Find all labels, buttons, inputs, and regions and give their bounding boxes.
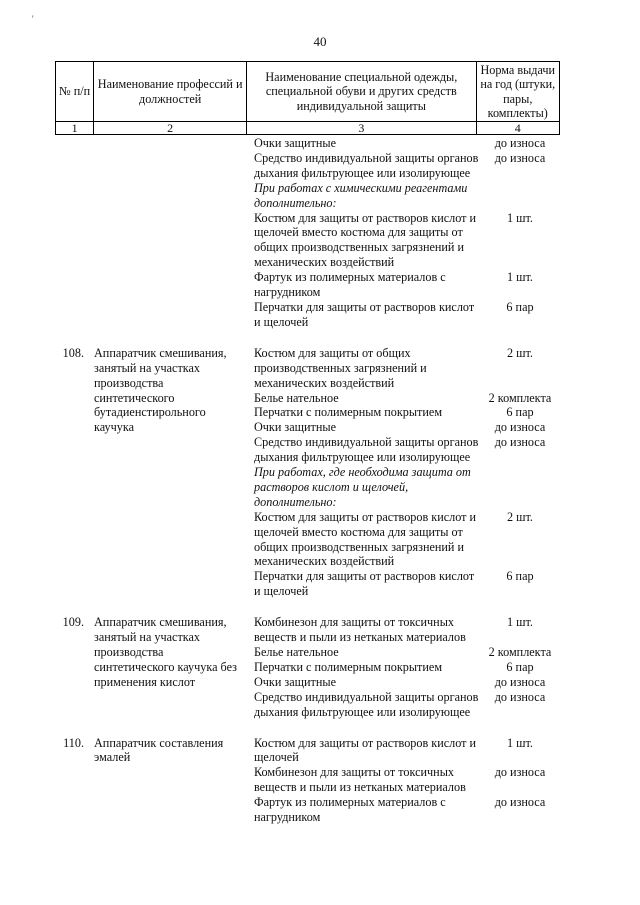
list-item: Средство индивидуальной защиты органов дыхания фильтрующее или изолирующее до износа <box>254 150 546 180</box>
list-item: Костюм для защиты от общих производственных загрязнений и механических воздействий 2 шт. <box>254 345 533 390</box>
entry-number: 110. <box>63 735 84 750</box>
list-item: Перчатки для защиты от растворов кислот и щелочей 6 пар <box>254 299 534 329</box>
equipment-list <box>244 736 560 825</box>
list-item: Средство индивидуальной защиты органов дыхания фильтрующее или изолирующее до износа <box>254 689 546 719</box>
profession-name: Аппаратчик составления эмалей <box>94 735 224 765</box>
table-row <box>55 615 560 719</box>
entry-number: 108. <box>62 345 84 360</box>
column-number-4: 4 <box>476 122 559 135</box>
list-item: Перчатки для защиты от растворов кислот и щелочей 6 пар <box>254 569 534 599</box>
list-item: Костюм для защиты от растворов кислот и щелочей вместо костюма для защиты от общих производственных загрязнений и механических воздействий 2 шт. <box>254 509 533 569</box>
column-number-2: 2 <box>94 122 247 135</box>
list-item: Белье нательное 2 комплекта <box>254 645 552 659</box>
list-item: При работах с химическими реагентами дополнительно: <box>254 180 468 210</box>
list-item: Средство индивидуальной защиты органов дыхания фильтрующее или изолирующее до износа <box>254 435 546 465</box>
header-number: № п/п <box>56 62 94 122</box>
table-body <box>55 136 560 825</box>
column-number-1: 1 <box>56 122 94 135</box>
list-item: Костюм для защиты от растворов кислот и щелочей вместо костюма для защиты от общих производственных загрязнений и механических воздействий 1 шт. <box>254 210 533 270</box>
list-item: При работах, где необходима защита от растворов кислот и щелочей, дополнительно: <box>254 465 471 509</box>
list-item: Костюм для защиты от растворов кислот и щелочей 1 шт. <box>254 735 533 765</box>
list-item: Фартук из полимерных материалов с нагрудником до износа <box>254 795 546 825</box>
continuation-items <box>244 136 560 330</box>
list-item: Очки защитные до износа <box>254 420 546 435</box>
table-header <box>55 61 560 135</box>
header-profession: Наименование профессий и должностей <box>94 62 247 122</box>
profession-name: Аппаратчик смешивания, занятый на участках производства синтетического каучука без применения кислот <box>94 615 237 689</box>
entry-number: 109. <box>62 615 84 630</box>
table-row <box>55 346 560 599</box>
continuation-row <box>55 136 560 330</box>
list-item: Перчатки с полимерным покрытием 6 пар <box>254 405 534 420</box>
scan-mark: ' <box>32 14 34 24</box>
equipment-list <box>244 346 560 599</box>
header-norm: Норма выдачи на год (штуки, пары, комплекты) <box>476 62 559 122</box>
header-equipment: Наименование специальной одежды, специальной обуви и других средств индивидуальной защиты <box>247 62 476 122</box>
table-row <box>55 736 560 825</box>
page-number: 40 <box>313 34 327 49</box>
list-item: Очки защитные до износа <box>254 136 546 150</box>
column-number-3: 3 <box>247 122 476 135</box>
profession-name: Аппаратчик смешивания, занятый на участках производства синтетического бутадиенстирольного каучука <box>94 345 227 435</box>
list-item: Комбинезон для защиты от токсичных веществ и пыли из нетканых материалов до износа <box>254 765 546 795</box>
list-item: Фартук из полимерных материалов с нагрудником 1 шт. <box>254 270 533 300</box>
list-item: Комбинезон для защиты от токсичных веществ и пыли из нетканых материалов 1 шт. <box>254 615 533 645</box>
list-item: Перчатки с полимерным покрытием 6 пар <box>254 659 534 674</box>
list-item: Белье нательное 2 комплекта <box>254 390 552 405</box>
list-item: Очки защитные до износа <box>254 674 546 689</box>
equipment-list <box>244 615 560 719</box>
